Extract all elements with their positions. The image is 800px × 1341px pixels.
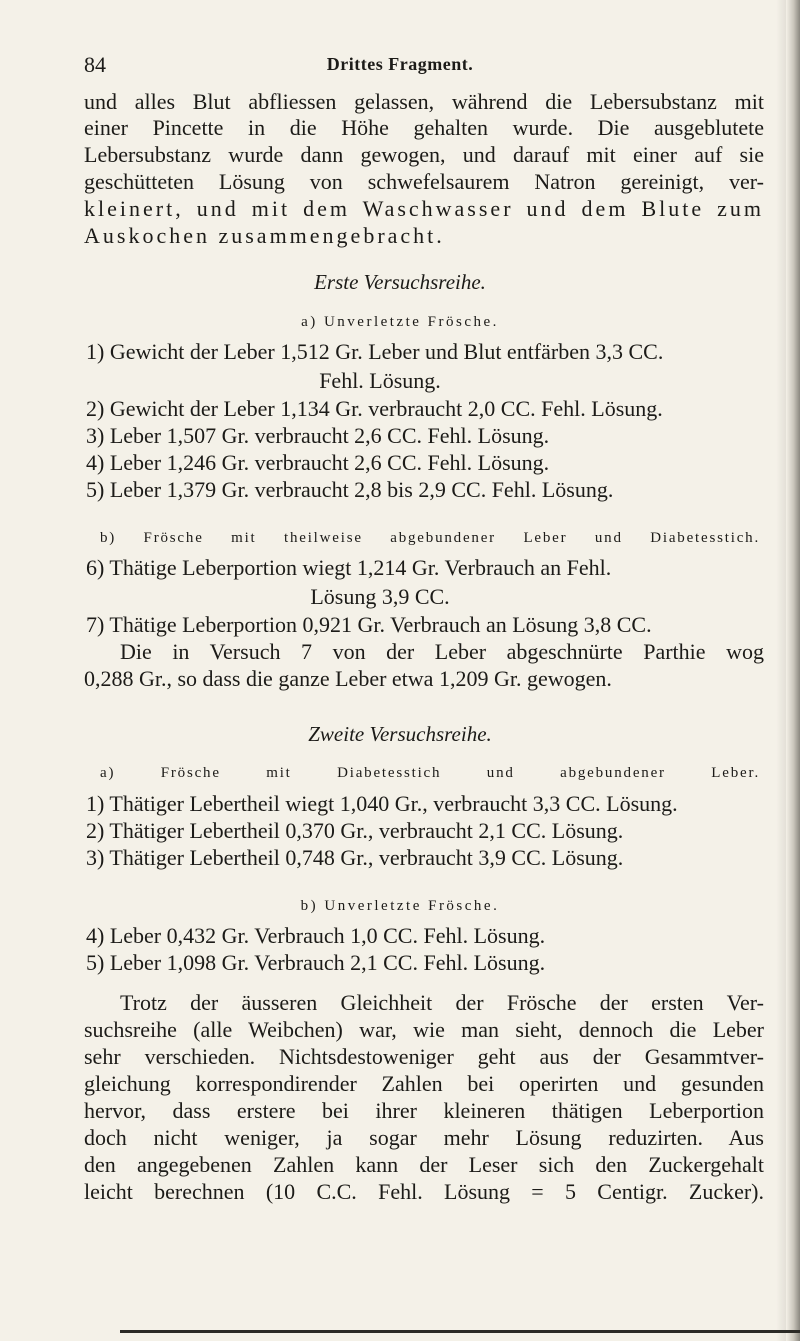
experiment-entry: 5) Leber 1,098 Gr. Verbrauch 2,1 CC. Fehl. Lösung. (86, 950, 546, 975)
section-heading: Zweite Versuchsreihe. (308, 722, 492, 746)
running-title: Drittes Fragment. (326, 54, 474, 74)
text-line: doch nicht weniger, ja sogar mehr Lösung reduzirten. Aus (84, 1125, 764, 1150)
text-line: leicht berechnen (10 C.C. Fehl. Lösung = 5 Centigr. Zucker). (84, 1179, 764, 1204)
bottom-rule (120, 1330, 800, 1333)
subsection-label: a) Frösche mit Diabetesstich und abgebundener Leber. (100, 765, 760, 781)
page-header (0, 52, 800, 82)
entry-continuation: Fehl. Lösung. (319, 368, 441, 393)
experiment-entry: 1) Gewicht der Leber 1,512 Gr. Leber und Blut entfärben 3,3 CC. (86, 339, 664, 364)
experiment-entry: 3) Leber 1,507 Gr. verbraucht 2,6 CC. Fehl. Lösung. (86, 423, 550, 448)
text-line: Auskochen zusammengebracht. (84, 223, 445, 248)
text-line: und alles Blut abfliessen gelassen, während die Lebersubstanz mit (84, 89, 764, 114)
text-line: den angegebenen Zahlen kann der Leser sich den Zuckergehalt (84, 1152, 764, 1177)
experiment-entry: 4) Leber 1,246 Gr. verbraucht 2,6 CC. Fehl. Lösung. (86, 450, 550, 475)
experiment-entry: 2) Thätiger Lebertheil 0,370 Gr., verbraucht 2,1 CC. Lösung. (86, 818, 624, 843)
text-line: Die in Versuch 7 von der Leber abgeschnürte Parthie wog (120, 639, 764, 664)
page-number: 84 (84, 52, 106, 77)
experiment-entry: 2) Gewicht der Leber 1,134 Gr. verbraucht 2,0 CC. Fehl. Lösung. (86, 396, 663, 421)
binding-shadow (776, 0, 786, 1341)
text-line: sehr verschieden. Nichtsdestoweniger geht aus der Gesammtver- (84, 1044, 764, 1069)
text-line: suchsreihe (alle Weibchen) war, wie man sieht, dennoch die Leber (84, 1017, 764, 1042)
text-line: geschütteten Lösung von schwefelsaurem Natron gereinigt, ver- (84, 169, 764, 194)
experiment-entry: 7) Thätige Leberportion 0,921 Gr. Verbrauch an Lösung 3,8 CC. (86, 612, 652, 637)
section-heading: Erste Versuchsreihe. (314, 270, 486, 294)
experiment-entry: 4) Leber 0,432 Gr. Verbrauch 1,0 CC. Fehl. Lösung. (86, 923, 546, 948)
text-line: Lebersubstanz wurde dann gewogen, und darauf mit einer auf sie (84, 142, 764, 167)
text-line: 0,288 Gr., so dass die ganze Leber etwa 1,209 Gr. gewogen. (84, 666, 612, 691)
entry-continuation: Lösung 3,9 CC. (310, 584, 450, 609)
text-line: hervor, dass erstere bei ihrer kleineren thätigen Leberportion (84, 1098, 764, 1123)
text-line: einer Pincette in die Höhe gehalten wurde. Die ausgeblutete (84, 115, 764, 140)
experiment-entry: 5) Leber 1,379 Gr. verbraucht 2,8 bis 2,9 CC. Fehl. Lösung. (86, 477, 614, 502)
text-line: kleinert, und mit dem Waschwasser und dem Blute zum (84, 196, 764, 221)
experiment-entry: 3) Thätiger Lebertheil 0,748 Gr., verbraucht 3,9 CC. Lösung. (86, 845, 624, 870)
binding-edge (786, 0, 800, 1341)
subsection-label: b) Unverletzte Frösche. (300, 898, 500, 914)
subsection-label: a) Unverletzte Frösche. (301, 314, 499, 330)
experiment-entry: 6) Thätige Leberportion wiegt 1,214 Gr. Verbrauch an Fehl. (86, 555, 612, 580)
text-line: Trotz der äusseren Gleichheit der Frösche der ersten Ver- (120, 990, 764, 1015)
experiment-entry: 1) Thätiger Lebertheil wiegt 1,040 Gr., verbraucht 3,3 CC. Lösung. (86, 791, 678, 816)
subsection-label: b) Frösche mit theilweise abgebundener Leber und Diabetesstich. (100, 530, 760, 546)
text-line: gleichung korrespondirender Zahlen bei operirten und gesunden (84, 1071, 764, 1096)
